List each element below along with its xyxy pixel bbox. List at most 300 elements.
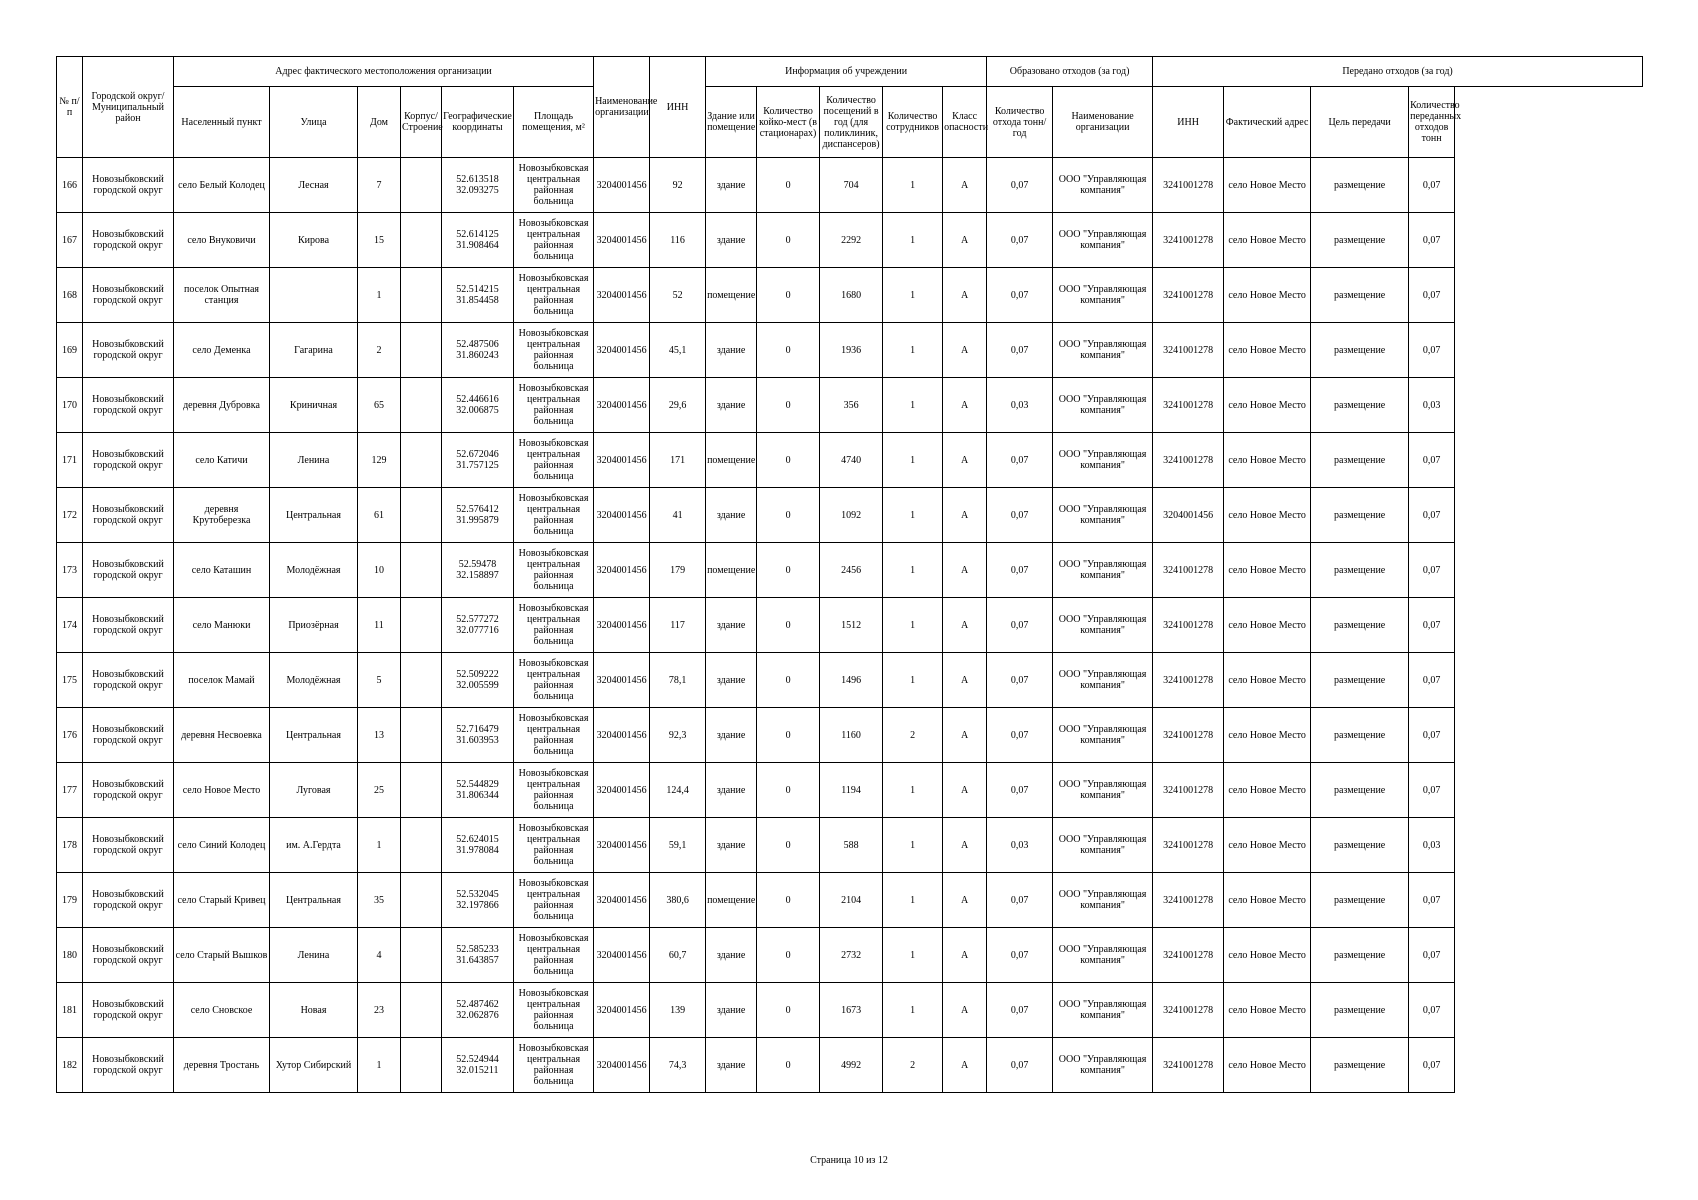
cell-recv-addr: село Новое Место bbox=[1224, 598, 1311, 653]
cell-house: 1 bbox=[358, 268, 401, 323]
cell-visits: 1092 bbox=[820, 488, 883, 543]
cell-visits: 356 bbox=[820, 378, 883, 433]
cell-hazard: А bbox=[943, 818, 987, 873]
cell-purpose: размещение bbox=[1311, 818, 1409, 873]
cell-inn: 3204001456 bbox=[594, 488, 650, 543]
cell-building-type: здание bbox=[706, 323, 757, 378]
table-row bbox=[57, 1038, 1643, 1093]
cell-waste-qty: 0,07 bbox=[987, 543, 1053, 598]
cell-purpose: размещение bbox=[1311, 598, 1409, 653]
cell-settlement: деревня Несвоевка bbox=[174, 708, 270, 763]
cell-street: Ленина bbox=[270, 928, 358, 983]
cell-building bbox=[401, 763, 442, 818]
cell-house: 4 bbox=[358, 928, 401, 983]
cell-recv-inn: 3241001278 bbox=[1153, 1038, 1224, 1093]
cell-staff: 1 bbox=[883, 488, 943, 543]
cell-area: 60,7 bbox=[650, 928, 706, 983]
cell-staff: 1 bbox=[883, 543, 943, 598]
cell-staff: 1 bbox=[883, 158, 943, 213]
header-waste-qty: Количество отхода тонн/год bbox=[987, 87, 1053, 158]
cell-house: 129 bbox=[358, 433, 401, 488]
cell-lat: 52.672046 bbox=[456, 449, 499, 460]
cell-num: 175 bbox=[57, 653, 83, 708]
cell-recv-inn: 3241001278 bbox=[1153, 763, 1224, 818]
cell-org-name: Новозыбковская центральная районная больница bbox=[514, 818, 594, 873]
table-row bbox=[57, 708, 1643, 763]
cell-recv-inn: 3241001278 bbox=[1153, 268, 1224, 323]
cell-purpose: размещение bbox=[1311, 983, 1409, 1038]
cell-building bbox=[401, 378, 442, 433]
cell-inn: 3204001456 bbox=[594, 873, 650, 928]
cell-staff: 1 bbox=[883, 598, 943, 653]
cell-lon: 32.077716 bbox=[456, 625, 499, 636]
cell-recv-inn: 3241001278 bbox=[1153, 158, 1224, 213]
cell-staff: 1 bbox=[883, 268, 943, 323]
cell-org-name: Новозыбковская центральная районная больница bbox=[514, 1038, 594, 1093]
header-staff: Количество сотрудников bbox=[883, 87, 943, 158]
cell-recv-name: ООО "Управляющая компания" bbox=[1053, 158, 1153, 213]
cell-lat: 52.524944 bbox=[456, 1054, 499, 1065]
table-row bbox=[57, 598, 1643, 653]
cell-recv-name: ООО "Управляющая компания" bbox=[1053, 763, 1153, 818]
cell-waste-qty: 0,07 bbox=[987, 983, 1053, 1038]
cell-okrug: Новозыбковский городской округ bbox=[83, 378, 174, 433]
cell-hazard: А bbox=[943, 378, 987, 433]
cell-beds: 0 bbox=[757, 213, 820, 268]
cell-recv-addr: село Новое Место bbox=[1224, 873, 1311, 928]
cell-recv-inn: 3241001278 bbox=[1153, 873, 1224, 928]
cell-num: 168 bbox=[57, 268, 83, 323]
cell-building-type: здание bbox=[706, 213, 757, 268]
cell-purpose: размещение bbox=[1311, 653, 1409, 708]
cell-recv-inn: 3241001278 bbox=[1153, 433, 1224, 488]
cell-building bbox=[401, 818, 442, 873]
cell-lon: 32.006875 bbox=[456, 405, 499, 416]
cell-coords bbox=[442, 158, 514, 213]
cell-lon: 32.015211 bbox=[456, 1065, 499, 1076]
header-hazard: Класс опасности bbox=[943, 87, 987, 158]
cell-lon: 31.643857 bbox=[456, 955, 499, 966]
cell-recv-name: ООО "Управляющая компания" bbox=[1053, 213, 1153, 268]
cell-waste-qty: 0,07 bbox=[987, 1038, 1053, 1093]
cell-recv-inn: 3241001278 bbox=[1153, 983, 1224, 1038]
cell-coords bbox=[442, 488, 514, 543]
cell-area: 116 bbox=[650, 213, 706, 268]
cell-area: 92 bbox=[650, 158, 706, 213]
cell-recv-name: ООО "Управляющая компания" bbox=[1053, 378, 1153, 433]
cell-street: Центральная bbox=[270, 873, 358, 928]
cell-okrug: Новозыбковский городской округ bbox=[83, 543, 174, 598]
header-area: Площадь помещения, м² bbox=[514, 87, 594, 158]
cell-beds: 0 bbox=[757, 488, 820, 543]
cell-visits: 2104 bbox=[820, 873, 883, 928]
cell-okrug: Новозыбковский городской округ bbox=[83, 1038, 174, 1093]
cell-beds: 0 bbox=[757, 928, 820, 983]
header-settlement: Населенный пункт bbox=[174, 87, 270, 158]
cell-transferred-qty: 0,07 bbox=[1409, 763, 1455, 818]
cell-building bbox=[401, 708, 442, 763]
cell-purpose: размещение bbox=[1311, 378, 1409, 433]
cell-recv-addr: село Новое Место bbox=[1224, 1038, 1311, 1093]
cell-inn: 3204001456 bbox=[594, 378, 650, 433]
cell-street: Центральная bbox=[270, 708, 358, 763]
cell-waste-qty: 0,07 bbox=[987, 598, 1053, 653]
cell-recv-name: ООО "Управляющая компания" bbox=[1053, 873, 1153, 928]
page-number: Страница 10 из 12 bbox=[810, 1155, 888, 1166]
cell-transferred-qty: 0,07 bbox=[1409, 543, 1455, 598]
header-building-type: Здание или помещение bbox=[706, 87, 757, 158]
table-row bbox=[57, 653, 1643, 708]
cell-beds: 0 bbox=[757, 433, 820, 488]
cell-org-name: Новозыбковская центральная районная больница bbox=[514, 268, 594, 323]
cell-waste-qty: 0,03 bbox=[987, 378, 1053, 433]
cell-building-type: помещение bbox=[706, 873, 757, 928]
header-recv-addr: Фактический адрес bbox=[1224, 87, 1311, 158]
cell-building bbox=[401, 543, 442, 598]
cell-recv-name: ООО "Управляющая компания" bbox=[1053, 268, 1153, 323]
cell-staff: 1 bbox=[883, 213, 943, 268]
header-beds: Количество койко-мест (в стационарах) bbox=[757, 87, 820, 158]
cell-building bbox=[401, 488, 442, 543]
cell-lon: 31.978084 bbox=[456, 845, 499, 856]
cell-recv-inn: 3241001278 bbox=[1153, 653, 1224, 708]
cell-inn: 3204001456 bbox=[594, 323, 650, 378]
table-row bbox=[57, 763, 1643, 818]
cell-hazard: А bbox=[943, 213, 987, 268]
cell-inn: 3204001456 bbox=[594, 268, 650, 323]
cell-lat: 52.577272 bbox=[456, 614, 499, 625]
cell-settlement: село Белый Колодец bbox=[174, 158, 270, 213]
header-okrug: Городской округ/Муниципальный район bbox=[83, 57, 174, 158]
cell-settlement: село Старый Кривец bbox=[174, 873, 270, 928]
cell-okrug: Новозыбковский городской округ bbox=[83, 598, 174, 653]
cell-area: 41 bbox=[650, 488, 706, 543]
cell-settlement: деревня Дубровка bbox=[174, 378, 270, 433]
cell-recv-addr: село Новое Место bbox=[1224, 708, 1311, 763]
table-row bbox=[57, 323, 1643, 378]
cell-lon: 31.603953 bbox=[456, 735, 499, 746]
cell-area: 52 bbox=[650, 268, 706, 323]
cell-coords bbox=[442, 873, 514, 928]
cell-lat: 52.509222 bbox=[456, 669, 499, 680]
cell-visits: 2292 bbox=[820, 213, 883, 268]
cell-recv-name: ООО "Управляющая компания" bbox=[1053, 653, 1153, 708]
cell-waste-qty: 0,07 bbox=[987, 488, 1053, 543]
cell-num: 171 bbox=[57, 433, 83, 488]
cell-okrug: Новозыбковский городской округ bbox=[83, 323, 174, 378]
cell-beds: 0 bbox=[757, 763, 820, 818]
cell-coords bbox=[442, 433, 514, 488]
cell-lat: 52.487462 bbox=[456, 999, 499, 1010]
cell-num: 176 bbox=[57, 708, 83, 763]
cell-recv-name: ООО "Управляющая компания" bbox=[1053, 433, 1153, 488]
cell-hazard: А bbox=[943, 928, 987, 983]
cell-building-type: здание bbox=[706, 763, 757, 818]
cell-recv-name: ООО "Управляющая компания" bbox=[1053, 543, 1153, 598]
cell-lat: 52.624015 bbox=[456, 834, 499, 845]
cell-building bbox=[401, 158, 442, 213]
cell-building-type: здание bbox=[706, 653, 757, 708]
cell-num: 174 bbox=[57, 598, 83, 653]
cell-coords bbox=[442, 598, 514, 653]
cell-org-name: Новозыбковская центральная районная больница bbox=[514, 543, 594, 598]
cell-recv-inn: 3241001278 bbox=[1153, 378, 1224, 433]
cell-house: 11 bbox=[358, 598, 401, 653]
cell-street: Новая bbox=[270, 983, 358, 1038]
cell-beds: 0 bbox=[757, 653, 820, 708]
cell-visits: 1194 bbox=[820, 763, 883, 818]
cell-street: Лесная bbox=[270, 158, 358, 213]
table-row bbox=[57, 158, 1643, 213]
cell-staff: 1 bbox=[883, 433, 943, 488]
cell-num: 178 bbox=[57, 818, 83, 873]
cell-street: Луговая bbox=[270, 763, 358, 818]
cell-lon: 32.158897 bbox=[456, 570, 499, 581]
cell-street: Кирова bbox=[270, 213, 358, 268]
cell-street: Криничная bbox=[270, 378, 358, 433]
cell-building bbox=[401, 213, 442, 268]
cell-hazard: А bbox=[943, 323, 987, 378]
cell-recv-inn: 3241001278 bbox=[1153, 598, 1224, 653]
cell-inn: 3204001456 bbox=[594, 213, 650, 268]
cell-org-name: Новозыбковская центральная районная больница bbox=[514, 928, 594, 983]
cell-org-name: Новозыбковская центральная районная больница bbox=[514, 378, 594, 433]
cell-transferred-qty: 0,03 bbox=[1409, 818, 1455, 873]
cell-staff: 1 bbox=[883, 378, 943, 433]
cell-building-type: здание bbox=[706, 158, 757, 213]
cell-coords bbox=[442, 763, 514, 818]
header-address-group: Адрес фактического местоположения организации bbox=[174, 57, 594, 87]
cell-building bbox=[401, 268, 442, 323]
cell-okrug: Новозыбковский городской округ bbox=[83, 488, 174, 543]
header-org-name: Наименование организации bbox=[594, 57, 650, 158]
cell-area: 171 bbox=[650, 433, 706, 488]
cell-building-type: здание bbox=[706, 818, 757, 873]
header-visits: Количество посещений в год (для поликлиник, диспансеров) bbox=[820, 87, 883, 158]
cell-building bbox=[401, 433, 442, 488]
cell-recv-name: ООО "Управляющая компания" bbox=[1053, 818, 1153, 873]
cell-lon: 31.757125 bbox=[456, 460, 499, 471]
header-building: Корпус/Строение bbox=[401, 87, 442, 158]
cell-transferred-qty: 0,07 bbox=[1409, 213, 1455, 268]
cell-hazard: А bbox=[943, 1038, 987, 1093]
cell-coords bbox=[442, 928, 514, 983]
cell-purpose: размещение bbox=[1311, 323, 1409, 378]
cell-recv-addr: село Новое Место bbox=[1224, 818, 1311, 873]
cell-staff: 1 bbox=[883, 653, 943, 708]
cell-num: 172 bbox=[57, 488, 83, 543]
cell-settlement: село Старый Вышков bbox=[174, 928, 270, 983]
cell-lat: 52.613518 bbox=[456, 174, 499, 185]
cell-visits: 1160 bbox=[820, 708, 883, 763]
cell-house: 25 bbox=[358, 763, 401, 818]
cell-visits: 1512 bbox=[820, 598, 883, 653]
header-inn: ИНН bbox=[650, 57, 706, 158]
cell-purpose: размещение bbox=[1311, 928, 1409, 983]
cell-coords bbox=[442, 378, 514, 433]
cell-visits: 1673 bbox=[820, 983, 883, 1038]
cell-transferred-qty: 0,07 bbox=[1409, 873, 1455, 928]
cell-building-type: помещение bbox=[706, 268, 757, 323]
cell-org-name: Новозыбковская центральная районная больница bbox=[514, 158, 594, 213]
cell-building-type: здание bbox=[706, 598, 757, 653]
cell-purpose: размещение bbox=[1311, 268, 1409, 323]
cell-transferred-qty: 0,07 bbox=[1409, 653, 1455, 708]
cell-waste-qty: 0,07 bbox=[987, 268, 1053, 323]
cell-transferred-qty: 0,07 bbox=[1409, 158, 1455, 213]
cell-okrug: Новозыбковский городской округ bbox=[83, 873, 174, 928]
cell-waste-qty: 0,07 bbox=[987, 708, 1053, 763]
cell-lon: 32.005599 bbox=[456, 680, 499, 691]
cell-lat: 52.585233 bbox=[456, 944, 499, 955]
cell-num: 182 bbox=[57, 1038, 83, 1093]
cell-org-name: Новозыбковская центральная районная больница bbox=[514, 488, 594, 543]
cell-house: 10 bbox=[358, 543, 401, 598]
cell-house: 1 bbox=[358, 1038, 401, 1093]
cell-transferred-qty: 0,07 bbox=[1409, 323, 1455, 378]
cell-inn: 3204001456 bbox=[594, 983, 650, 1038]
cell-lat: 52.59478 bbox=[458, 559, 497, 570]
cell-area: 124,4 bbox=[650, 763, 706, 818]
table-row bbox=[57, 873, 1643, 928]
table-row bbox=[57, 213, 1643, 268]
cell-recv-name: ООО "Управляющая компания" bbox=[1053, 488, 1153, 543]
cell-okrug: Новозыбковский городской округ bbox=[83, 928, 174, 983]
cell-inn: 3204001456 bbox=[594, 818, 650, 873]
cell-recv-inn: 3204001456 bbox=[1153, 488, 1224, 543]
cell-okrug: Новозыбковский городской округ bbox=[83, 433, 174, 488]
cell-coords bbox=[442, 213, 514, 268]
cell-recv-name: ООО "Управляющая компания" bbox=[1053, 323, 1153, 378]
cell-house: 7 bbox=[358, 158, 401, 213]
cell-recv-addr: село Новое Место bbox=[1224, 378, 1311, 433]
cell-settlement: поселок Мамай bbox=[174, 653, 270, 708]
table-row bbox=[57, 268, 1643, 323]
header-house: Дом bbox=[358, 87, 401, 158]
cell-coords bbox=[442, 708, 514, 763]
cell-hazard: А bbox=[943, 488, 987, 543]
cell-hazard: А bbox=[943, 653, 987, 708]
cell-recv-addr: село Новое Место bbox=[1224, 763, 1311, 818]
cell-okrug: Новозыбковский городской округ bbox=[83, 818, 174, 873]
cell-area: 59,1 bbox=[650, 818, 706, 873]
cell-beds: 0 bbox=[757, 543, 820, 598]
header-coords: Географические координаты bbox=[442, 87, 514, 158]
cell-beds: 0 bbox=[757, 873, 820, 928]
cell-recv-inn: 3241001278 bbox=[1153, 818, 1224, 873]
cell-settlement: деревня Тростань bbox=[174, 1038, 270, 1093]
cell-okrug: Новозыбковский городской округ bbox=[83, 268, 174, 323]
cell-okrug: Новозыбковский городской округ bbox=[83, 983, 174, 1038]
cell-staff: 1 bbox=[883, 983, 943, 1038]
cell-recv-addr: село Новое Место bbox=[1224, 488, 1311, 543]
cell-org-name: Новозыбковская центральная районная больница bbox=[514, 433, 594, 488]
cell-house: 5 bbox=[358, 653, 401, 708]
cell-lat: 52.532045 bbox=[456, 889, 499, 900]
cell-building-type: здание bbox=[706, 378, 757, 433]
table-row bbox=[57, 488, 1643, 543]
cell-okrug: Новозыбковский городской округ bbox=[83, 763, 174, 818]
cell-purpose: размещение bbox=[1311, 543, 1409, 598]
cell-okrug: Новозыбковский городской округ bbox=[83, 653, 174, 708]
header-recv-inn: ИНН bbox=[1153, 87, 1224, 158]
cell-inn: 3204001456 bbox=[594, 1038, 650, 1093]
cell-staff: 1 bbox=[883, 873, 943, 928]
cell-visits: 1680 bbox=[820, 268, 883, 323]
cell-settlement: село Новое Место bbox=[174, 763, 270, 818]
cell-recv-addr: село Новое Место bbox=[1224, 433, 1311, 488]
cell-area: 74,3 bbox=[650, 1038, 706, 1093]
cell-street: Центральная bbox=[270, 488, 358, 543]
cell-waste-qty: 0,07 bbox=[987, 763, 1053, 818]
cell-visits: 4992 bbox=[820, 1038, 883, 1093]
table-header bbox=[57, 57, 1643, 158]
cell-transferred-qty: 0,03 bbox=[1409, 378, 1455, 433]
table-row bbox=[57, 928, 1643, 983]
cell-org-name: Новозыбковская центральная районная больница bbox=[514, 763, 594, 818]
cell-lon: 32.197866 bbox=[456, 900, 499, 911]
cell-purpose: размещение bbox=[1311, 213, 1409, 268]
cell-num: 181 bbox=[57, 983, 83, 1038]
cell-visits: 2732 bbox=[820, 928, 883, 983]
cell-purpose: размещение bbox=[1311, 1038, 1409, 1093]
cell-purpose: размещение bbox=[1311, 488, 1409, 543]
cell-recv-addr: село Новое Место bbox=[1224, 323, 1311, 378]
cell-settlement: село Синий Колодец bbox=[174, 818, 270, 873]
cell-coords bbox=[442, 1038, 514, 1093]
cell-building-type: помещение bbox=[706, 543, 757, 598]
cell-purpose: размещение bbox=[1311, 873, 1409, 928]
cell-transferred-qty: 0,07 bbox=[1409, 1038, 1455, 1093]
cell-transferred-qty: 0,07 bbox=[1409, 433, 1455, 488]
cell-lon: 31.806344 bbox=[456, 790, 499, 801]
cell-hazard: А bbox=[943, 433, 987, 488]
cell-building bbox=[401, 598, 442, 653]
cell-settlement: поселок Опытная станция bbox=[174, 268, 270, 323]
cell-area: 117 bbox=[650, 598, 706, 653]
cell-waste-qty: 0,07 bbox=[987, 873, 1053, 928]
cell-waste-qty: 0,07 bbox=[987, 213, 1053, 268]
cell-recv-inn: 3241001278 bbox=[1153, 543, 1224, 598]
cell-lat: 52.614125 bbox=[456, 229, 499, 240]
cell-building bbox=[401, 873, 442, 928]
cell-inn: 3204001456 bbox=[594, 598, 650, 653]
cell-visits: 1496 bbox=[820, 653, 883, 708]
cell-settlement: село Каташин bbox=[174, 543, 270, 598]
cell-lon: 32.062876 bbox=[456, 1010, 499, 1021]
cell-house: 23 bbox=[358, 983, 401, 1038]
table-row bbox=[57, 983, 1643, 1038]
cell-building bbox=[401, 983, 442, 1038]
header-formed-group: Образовано отходов (за год) bbox=[987, 57, 1153, 87]
cell-staff: 2 bbox=[883, 1038, 943, 1093]
cell-waste-qty: 0,07 bbox=[987, 158, 1053, 213]
cell-visits: 704 bbox=[820, 158, 883, 213]
cell-purpose: размещение bbox=[1311, 708, 1409, 763]
header-info-group: Информация об учреждении bbox=[706, 57, 987, 87]
cell-transferred-qty: 0,07 bbox=[1409, 928, 1455, 983]
cell-transferred-qty: 0,07 bbox=[1409, 268, 1455, 323]
cell-num: 179 bbox=[57, 873, 83, 928]
cell-lon: 31.854458 bbox=[456, 295, 499, 306]
cell-recv-addr: село Новое Место bbox=[1224, 983, 1311, 1038]
cell-settlement: село Деменка bbox=[174, 323, 270, 378]
cell-okrug: Новозыбковский городской округ bbox=[83, 708, 174, 763]
cell-recv-inn: 3241001278 bbox=[1153, 323, 1224, 378]
cell-purpose: размещение bbox=[1311, 763, 1409, 818]
header-transferred-qty: Количество переданных отходов тонн bbox=[1409, 87, 1455, 158]
table-body bbox=[57, 158, 1643, 1093]
